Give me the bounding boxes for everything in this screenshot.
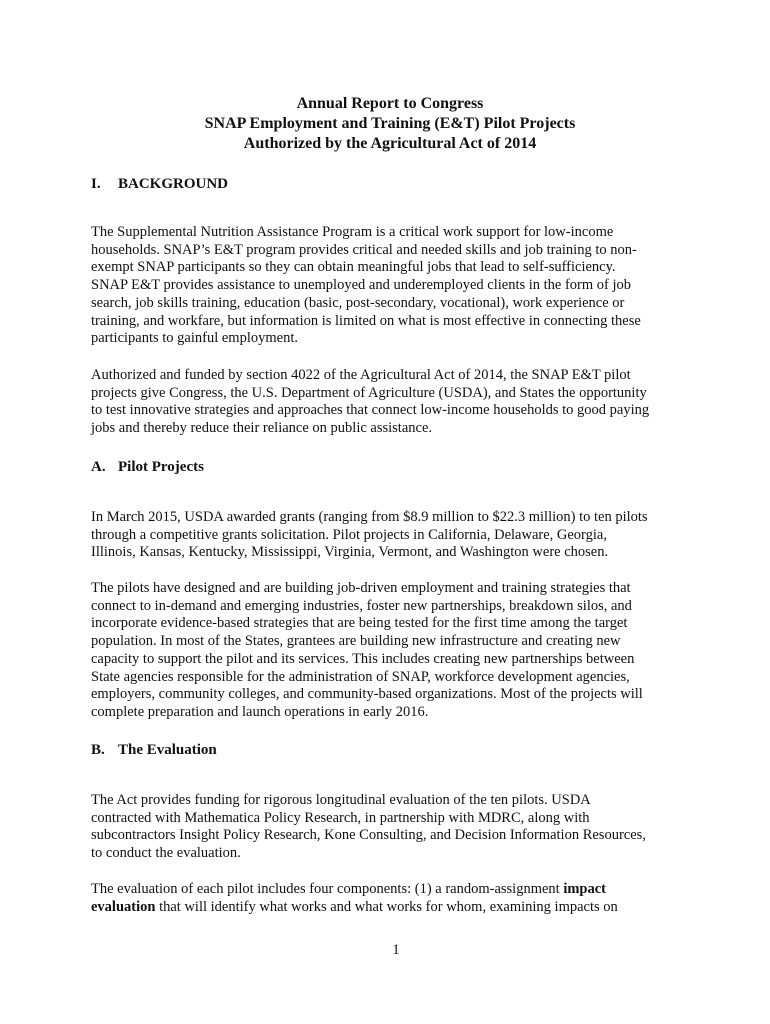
paragraph-evaluation-2: [91, 881, 691, 916]
paragraph-line: The Act provides funding for rigorous longitudinal evaluation of the ten pilots. USDA: [91, 792, 591, 808]
paragraph-line: training, and workfare, but information is limited on what is most effective in connecting these: [91, 312, 641, 329]
paragraph-line: Authorized and funded by section 4022 of the Agricultural Act of 2014, the SNAP E&T pilot: [91, 367, 631, 383]
paragraph-line: exempt SNAP participants so they can obtain meaningful jobs that lead to self-sufficiency.: [91, 259, 616, 276]
section-heading-background: [91, 175, 228, 193]
title-line-1: Annual Report to Congress: [296, 95, 484, 112]
paragraph-background-2: [91, 367, 691, 438]
paragraph-line: projects give Congress, the U.S. Department of Agriculture (USDA), and States the opportunity: [91, 384, 647, 401]
bold-term: evaluation: [91, 898, 156, 915]
paragraph-line: search, job skills training, education (basic, post-secondary, vocational), work experience or: [91, 294, 625, 311]
paragraph-line: The Supplemental Nutrition Assistance Program is a critical work support for low-income: [91, 224, 614, 240]
paragraph-pilot-2: [91, 580, 691, 722]
paragraph-line: through a competitive grants solicitation. Pilot projects in California, Delaware, Georgia,: [91, 526, 607, 543]
section-number: I.: [91, 176, 101, 192]
paragraph-line: employers, community colleges, and community-based organizations. Most of the projects will: [91, 686, 643, 703]
paragraph-line: to conduct the evaluation.: [91, 845, 241, 862]
paragraph-line: In March 2015, USDA awarded grants (ranging from $8.9 million to $22.3 million) to ten pilots: [91, 509, 648, 525]
paragraph-line: subcontractors Insight Policy Research, Kone Consulting, and Decision Information Resources,: [91, 827, 646, 844]
paragraph-line: Illinois, Kansas, Kentucky, Mississippi, Virginia, Vermont, and Washington were chosen.: [91, 544, 609, 561]
paragraph-line: incorporate evidence-based strategies that are being tested for the first time among the target: [91, 615, 628, 632]
bold-term: impact: [563, 881, 607, 897]
paragraph-line: SNAP E&T provides assistance to unemployed and underemployed clients in the form of job: [91, 277, 632, 294]
paragraph-line: [91, 899, 691, 917]
document-title: [0, 94, 770, 154]
paragraph-line: The pilots have designed and are building job-driven employment and training strategies that: [91, 580, 631, 596]
paragraph-evaluation-1: [91, 792, 691, 863]
page-number: 1: [392, 942, 400, 958]
section-title: Pilot Projects: [118, 459, 204, 475]
paragraph-line: [91, 881, 691, 899]
title-line-3: Authorized by the Agricultural Act of 2014: [243, 135, 537, 152]
paragraph-line: participants to gainful employment.: [91, 330, 298, 347]
section-title: BACKGROUND: [118, 176, 229, 192]
paragraph-line: connect to in-demand and emerging industries, foster new partnerships, breakdown silos, and: [91, 597, 632, 614]
section-heading-pilot-projects: [91, 458, 204, 476]
paragraph-line: contracted with Mathematica Policy Research, in partnership with MDRC, along with: [91, 809, 590, 826]
paragraph-line: State agencies responsible for the administration of SNAP, workforce development agencies,: [91, 668, 630, 685]
paragraph-line: jobs and thereby reduce their reliance on public assistance.: [91, 420, 433, 437]
line-text: that will identify what works and what works for whom, examining impacts on: [155, 898, 618, 915]
paragraph-line: population. In most of the States, grantees are building new infrastructure and creating new: [91, 633, 621, 650]
paragraph-pilot-1: [91, 509, 691, 562]
paragraph-line: capacity to support the pilot and its services. This includes creating new partnerships between: [91, 650, 635, 667]
title-line-2: SNAP Employment and Training (E&T) Pilot Projects: [204, 115, 576, 132]
section-title: The Evaluation: [118, 742, 217, 758]
section-number: B.: [91, 742, 105, 758]
section-heading-evaluation: [91, 741, 217, 759]
line-text: The evaluation of each pilot includes four components: (1) a random-assignment: [91, 881, 564, 897]
paragraph-line: to test innovative strategies and approaches that connect low-income households to good paying: [91, 402, 650, 419]
paragraph-line: complete preparation and launch operations in early 2016.: [91, 703, 429, 720]
section-number: A.: [91, 459, 106, 475]
paragraph-background-1: [91, 224, 691, 348]
paragraph-line: households. SNAP’s E&T program provides critical and needed skills and job training to non-: [91, 241, 637, 258]
